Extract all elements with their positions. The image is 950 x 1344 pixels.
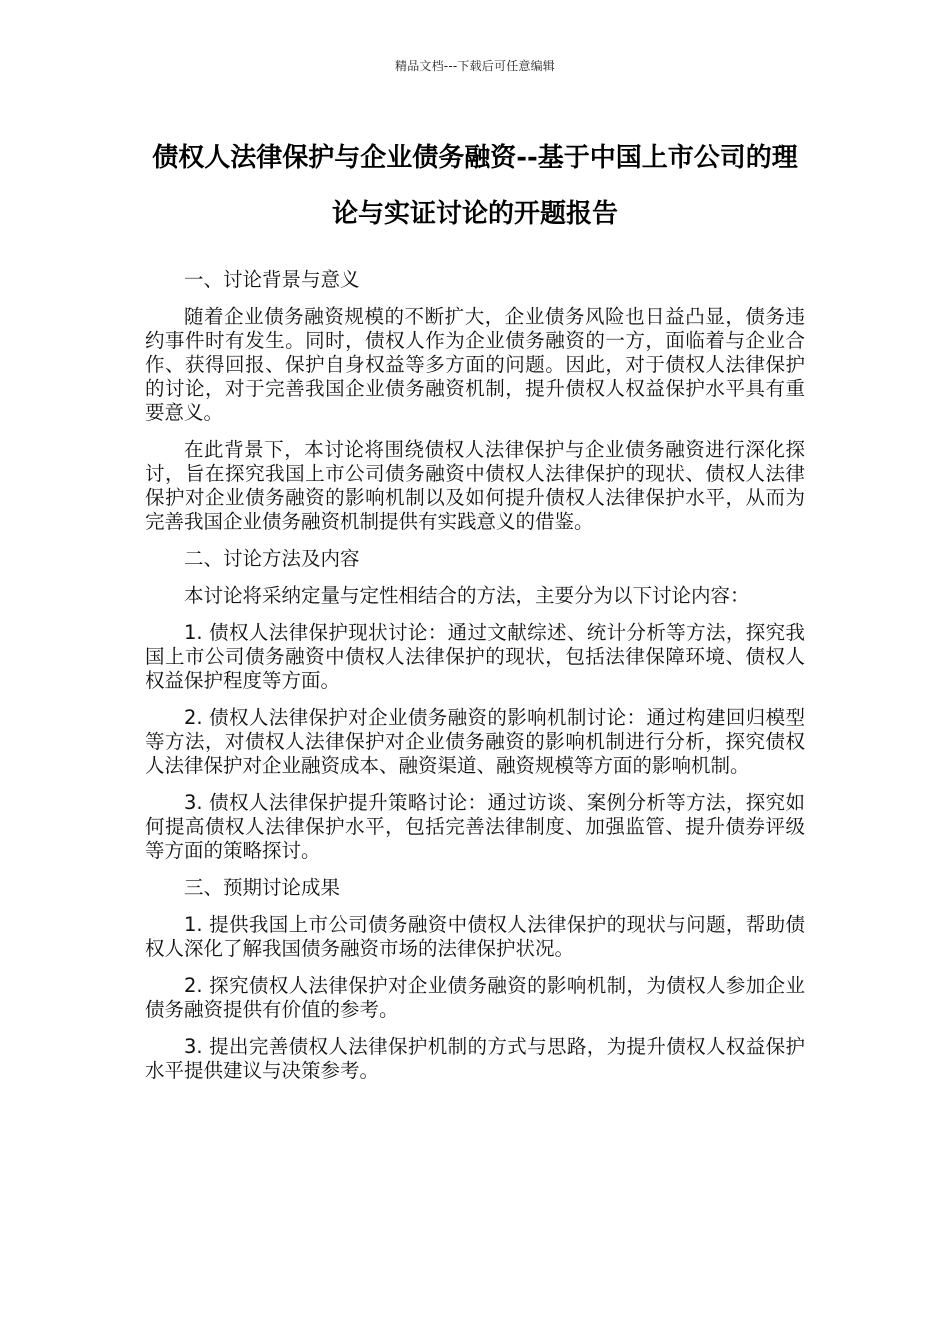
list-item-methods-3: 3. 债权人法律保护提升策略讨论：通过访谈、案例分析等方法，探究如何提高债权人法律保护水平，包括完善法律制度、加强监管、提升债券评级等方面的策略探讨。 [145,791,805,862]
list-item-outcomes-2: 2. 探究债权人法律保护对企业债务融资的影响机制，为债权人参加企业债务融资提供有价值的参考。 [145,974,805,1021]
document-body [145,268,805,1096]
paragraph-background-1: 随着企业债务融资规模的不断扩大，企业债务风险也日益凸显，债务违约事件时有发生。同时，债权人作为企业债务融资的一方，面临着与企业合作、获得回报、保护自身权益等多方面的问题。因此，对于债权人法律保护的讨论，对于完善我国企业债务融资机制，提升债权人权益保护水平具有重要意义。 [145,305,805,424]
document-title: 债权人法律保护与企业债务融资--基于中国上市公司的理论与实证讨论的开题报告 [152,143,798,229]
header-note: 精品文档---下载后可任意编辑 [395,59,555,73]
section-heading-background: 一、讨论背景与意义 [184,268,360,291]
section-heading-methods: 二、讨论方法及内容 [184,547,360,570]
list-item-methods-2: 2. 债权人法律保护对企业债务融资的影响机制讨论：通过构建回归模型等方法，对债权人法律保护对企业债务融资的影响机制进行分析，探究债权人法律保护对企业融资成本、融资渠道、融资规模等方面的影响机制。 [145,706,805,777]
list-item-outcomes-3: 3. 提出完善债权人法律保护机制的方式与思路，为提升债权人权益保护水平提供建议与决策参考。 [145,1035,805,1082]
list-item-outcomes-1: 1. 提供我国上市公司债务融资中债权人法律保护的现状与问题，帮助债权人深化了解我国债务融资市场的法律保护状况。 [145,913,805,960]
section-heading-outcomes: 三、预期讨论成果 [184,876,341,899]
paragraph-methods-intro: 本讨论将采纳定量与定性相结合的方法，主要分为以下讨论内容： [184,584,750,607]
list-item-methods-1: 1. 债权人法律保护现状讨论：通过文献综述、统计分析等方法，探究我国上市公司债务融资中债权人法律保护的现状，包括法律保障环境、债权人权益保护程度等方面。 [145,621,805,692]
paragraph-background-2: 在此背景下，本讨论将围绕债权人法律保护与企业债务融资进行深化探讨，旨在探究我国上市公司债务融资中债权人法律保护的现状、债权人法律保护对企业债务融资的影响机制以及如何提升债权人法律保护水平，从而为完善我国企业债务融资机制提供有实践意义的借鉴。 [145,438,805,533]
